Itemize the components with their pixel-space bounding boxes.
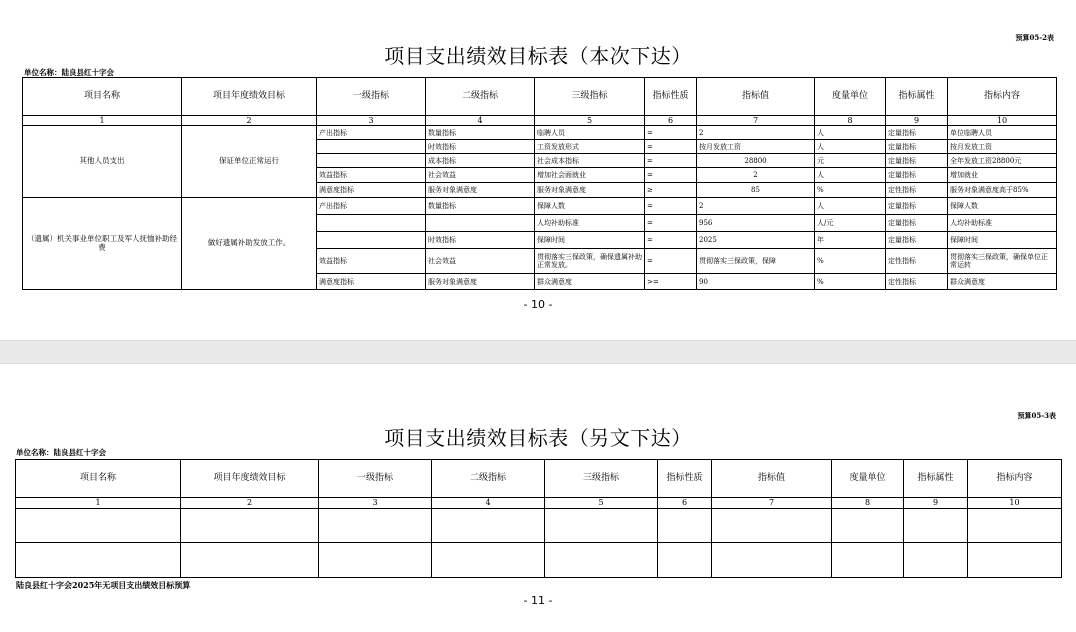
- table-cell: =: [645, 232, 697, 249]
- table-cell: 效益指标: [317, 168, 426, 183]
- table-cell: 时效指标: [426, 140, 535, 154]
- table-cell: ≥: [645, 183, 697, 198]
- page-number: - 11 -: [523, 594, 553, 607]
- table-cell: 服务对象满意度: [426, 183, 535, 198]
- table-cell: [904, 509, 968, 543]
- header-cell: 度量单位: [832, 460, 904, 498]
- table-cell: [832, 543, 904, 578]
- header-cell: 指标属性: [886, 78, 948, 116]
- table-cell: 产出指标: [317, 198, 426, 215]
- table-cell: [426, 215, 535, 232]
- header-cell: 项目名称: [16, 460, 181, 498]
- column-number: 7: [712, 498, 832, 509]
- table-cell: [16, 509, 181, 543]
- header-cell: 一级指标: [319, 460, 432, 498]
- column-number: 6: [658, 498, 712, 509]
- table-cell: 社会成本指标: [535, 154, 645, 168]
- performance-table-empty: [15, 459, 1062, 578]
- column-number: 9: [886, 116, 948, 126]
- table-row-empty: [16, 509, 1062, 543]
- table-cell: 效益指标: [317, 249, 426, 274]
- table-cell: 贯彻落实三保政策，保障: [697, 249, 815, 274]
- table-cell: 2: [697, 198, 815, 215]
- table-cell: 956: [697, 215, 815, 232]
- column-number: 1: [23, 116, 182, 126]
- table-cell: [181, 543, 319, 578]
- table-cell: 增加社会面就业: [535, 168, 645, 183]
- table-cell: 定量指标: [886, 140, 948, 154]
- table-cell: [712, 543, 832, 578]
- table-cell: 人: [815, 168, 886, 183]
- column-number: 3: [319, 498, 432, 509]
- table-cell: %: [815, 274, 886, 290]
- table-cell: [432, 543, 545, 578]
- column-number: 3: [317, 116, 426, 126]
- page-title: 项目支出绩效目标表（另文下达）: [384, 426, 692, 450]
- table-cell: 保障时间: [948, 232, 1057, 249]
- column-number: 6: [645, 116, 697, 126]
- header-cell: 指标属性: [904, 460, 968, 498]
- column-number: 5: [545, 498, 658, 509]
- table-cell: 社会效益: [426, 168, 535, 183]
- table-row: [23, 198, 1057, 215]
- header-cell: 度量单位: [815, 78, 886, 116]
- table-cell: 定量指标: [886, 232, 948, 249]
- header-cell: 二级指标: [426, 78, 535, 116]
- table-cell: 时效指标: [426, 232, 535, 249]
- table-cell: 服务对象满意度高于85%: [948, 183, 1057, 198]
- table-cell: [317, 232, 426, 249]
- header-cell: 三级指标: [545, 460, 658, 498]
- column-number: 7: [697, 116, 815, 126]
- table-cell: 数量指标: [426, 126, 535, 140]
- table-cell: 2: [697, 168, 815, 183]
- table-cell: 保障人数: [948, 198, 1057, 215]
- table-cell: [319, 509, 432, 543]
- table-cell: 满意度指标: [317, 274, 426, 290]
- header-cell: 一级指标: [317, 78, 426, 116]
- column-number: 5: [535, 116, 645, 126]
- table-cell: 增加就业: [948, 168, 1057, 183]
- unit-name: 单位名称：陆良县红十字会: [16, 448, 106, 457]
- table-cell: 工资发放形式: [535, 140, 645, 154]
- column-number: 2: [181, 498, 319, 509]
- column-number: 10: [948, 116, 1057, 126]
- table-cell: [16, 543, 181, 578]
- header-cell: 二级指标: [432, 460, 545, 498]
- column-number: 2: [182, 116, 317, 126]
- header-cell: 项目年度绩效目标: [182, 78, 317, 116]
- table-cell: =: [645, 140, 697, 154]
- table-cell: 社会效益: [426, 249, 535, 274]
- table-cell: %: [815, 183, 886, 198]
- header-row: [16, 460, 1062, 498]
- table-cell: [968, 509, 1062, 543]
- column-number: 10: [968, 498, 1062, 509]
- header-cell: 指标值: [697, 78, 815, 116]
- table-cell: 全年发放工资28800元: [948, 154, 1057, 168]
- table-cell: 人/元: [815, 215, 886, 232]
- table-cell: %: [815, 249, 886, 274]
- table-cell: 定量指标: [886, 215, 948, 232]
- project-goal-cell: 保证单位正常运行: [182, 126, 317, 198]
- table-cell: =: [645, 249, 697, 274]
- table-cell: 定性指标: [886, 274, 948, 290]
- table-cell: 2: [697, 126, 815, 140]
- table-cell: 人: [815, 198, 886, 215]
- table-cell: [317, 215, 426, 232]
- column-number: 4: [432, 498, 545, 509]
- form-code: 预算05-2表: [1015, 33, 1054, 42]
- header-cell: 项目名称: [23, 78, 182, 116]
- table-cell: 人: [815, 140, 886, 154]
- table-cell: 产出指标: [317, 126, 426, 140]
- column-number: 4: [426, 116, 535, 126]
- form-code: 预算05-3表: [1017, 411, 1056, 420]
- table-cell: [658, 543, 712, 578]
- table-cell: [545, 543, 658, 578]
- page-number: - 10 -: [523, 298, 553, 311]
- table-cell: 贯彻落实三保政策，确保遗属补助正常发放。: [535, 249, 645, 274]
- header-cell: 三级指标: [535, 78, 645, 116]
- table-cell: [968, 543, 1062, 578]
- table-cell: [317, 140, 426, 154]
- table-row: [23, 126, 1057, 140]
- table-cell: =: [645, 154, 697, 168]
- table-cell: 服务对象满意度: [535, 183, 645, 198]
- column-number: 1: [16, 498, 181, 509]
- table-cell: 2025: [697, 232, 815, 249]
- table-cell: 单位临聘人员: [948, 126, 1057, 140]
- project-name-cell: 其他人员支出: [23, 126, 182, 198]
- header-cell: 指标值: [712, 460, 832, 498]
- page-title: 项目支出绩效目标表（本次下达）: [384, 44, 692, 68]
- column-number: 9: [904, 498, 968, 509]
- header-cell: 指标内容: [948, 78, 1057, 116]
- performance-table: [22, 77, 1057, 290]
- table-cell: 保障人数: [535, 198, 645, 215]
- table-cell: 满意度指标: [317, 183, 426, 198]
- page-separator: [0, 340, 1076, 364]
- table-cell: [712, 509, 832, 543]
- column-number: 8: [815, 116, 886, 126]
- table-cell: 定量指标: [886, 126, 948, 140]
- column-number: 8: [832, 498, 904, 509]
- table-cell: =: [645, 198, 697, 215]
- header-cell: 指标性质: [658, 460, 712, 498]
- header-cell: 项目年度绩效目标: [181, 460, 319, 498]
- header-cell: 指标性质: [645, 78, 697, 116]
- table-cell: [317, 154, 426, 168]
- table-cell: 贯彻落实三保政策，确保单位正常运转: [948, 249, 1057, 274]
- table-cell: >=: [645, 274, 697, 290]
- table-cell: 定性指标: [886, 249, 948, 274]
- table-cell: 定性指标: [886, 183, 948, 198]
- table-row-empty: [16, 543, 1062, 578]
- table-cell: 90: [697, 274, 815, 290]
- table-cell: 保障时间: [535, 232, 645, 249]
- header-cell: 指标内容: [968, 460, 1062, 498]
- table-cell: =: [645, 126, 697, 140]
- project-name-cell: （遗属）机关事业单位职工及军人抚恤补助经费: [23, 198, 182, 290]
- table-cell: 临聘人员: [535, 126, 645, 140]
- table-cell: [432, 509, 545, 543]
- table-cell: [319, 543, 432, 578]
- table-cell: 数量指标: [426, 198, 535, 215]
- table-cell: 群众满意度: [948, 274, 1057, 290]
- unit-name: 单位名称：陆良县红十字会: [24, 68, 114, 77]
- table-cell: =: [645, 215, 697, 232]
- document-page-11: [0, 364, 1076, 632]
- table-cell: 按月发放工资: [697, 140, 815, 154]
- table-cell: [545, 509, 658, 543]
- table-cell: 人均补助标准: [535, 215, 645, 232]
- table-cell: [904, 543, 968, 578]
- project-goal-cell: 做好遗属补助发放工作。: [182, 198, 317, 290]
- table-cell: 28800: [697, 154, 815, 168]
- table-cell: 群众满意度: [535, 274, 645, 290]
- table-cell: 定量指标: [886, 154, 948, 168]
- table-cell: 成本指标: [426, 154, 535, 168]
- table-cell: [181, 509, 319, 543]
- table-cell: 定量指标: [886, 168, 948, 183]
- table-cell: 年: [815, 232, 886, 249]
- column-number-row: [23, 116, 1057, 126]
- table-cell: [832, 509, 904, 543]
- table-cell: 85: [697, 183, 815, 198]
- table-cell: =: [645, 168, 697, 183]
- table-cell: 人均补助标准: [948, 215, 1057, 232]
- table-cell: [658, 509, 712, 543]
- column-number-row: [16, 498, 1062, 509]
- table-cell: 元: [815, 154, 886, 168]
- header-row: [23, 78, 1057, 116]
- table-cell: 定量指标: [886, 198, 948, 215]
- table-cell: 服务对象满意度: [426, 274, 535, 290]
- footnote: 陆良县红十字会2025年无项目支出绩效目标预算: [16, 580, 191, 590]
- table-cell: 人: [815, 126, 886, 140]
- table-cell: 按月发放工资: [948, 140, 1057, 154]
